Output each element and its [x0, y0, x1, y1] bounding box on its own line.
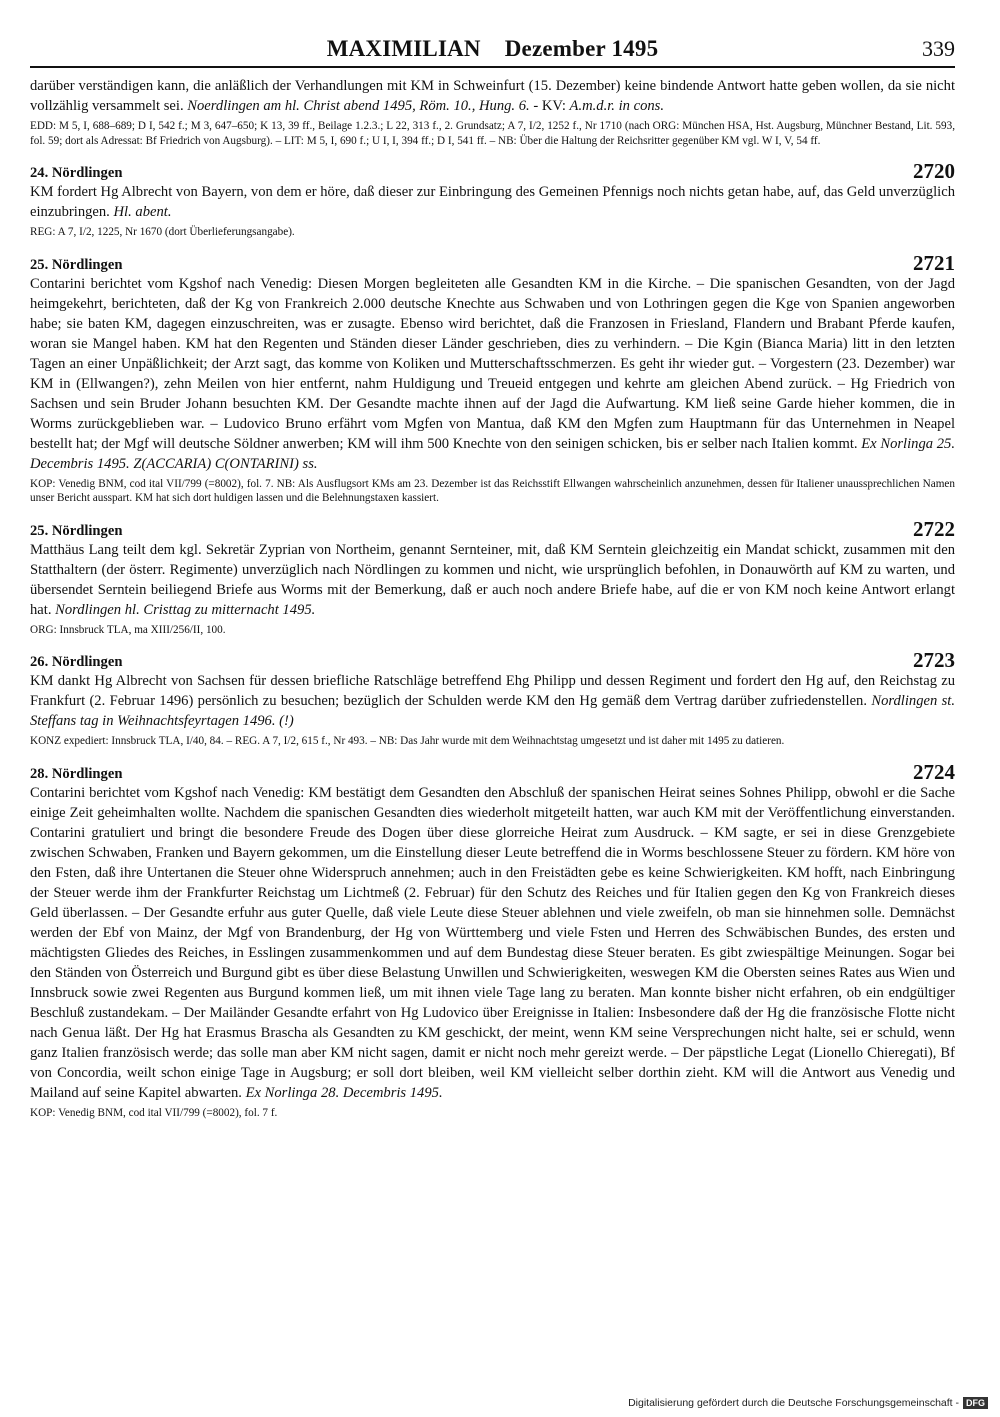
entry-heading [30, 649, 955, 671]
entry-2723 [30, 649, 955, 749]
entry-2724 [30, 761, 955, 1121]
entry-reference: Hl. abent. [113, 204, 172, 220]
intro-continuation [30, 76, 955, 148]
entry-heading [30, 761, 955, 783]
header-date: Dezember 1495 [504, 36, 659, 61]
intro-reference: Noerdlingen am hl. Christ abend 1495, Röm. 10., Hung. 6. [187, 98, 530, 114]
entry-text: Contarini berichtet vom Kgshof nach Venedig: KM bestätigt dem Gesandten den Abschluß der spanischen Heirat seines Sohnes Philipp, obwohl er die Sache einige Zeit geheimhalten wollte. Nachdem die spanischen Gesandten dies wiederholt mitgeteilt hatten, war auch KM mit der Veröffentlichung einverstanden. Contarini gratuliert und bringt die besondere Freude des Dogen über diese glorreiche Heirat zum Ausdruck. – KM sagte, er sei in diese Grenzgebiete zwischen Schwaben, Franken und Bayern gekommen, um die Einstellung dieser Leute betreffend die in Worms beschlossene Steuer zu fördern. KM höre von den Fsten, daß ihre Untertanen die Steuer ohne Widerspruch annehmen; auch in den Freistädten gebe es keine Schwierigkeiten. KM hofft, nach Einbringung der Steuer werde ihm der Frankfurter Reichstag um Lichtmeß (2. Februar) für den Schutz des Reiches und für Italien gegen den Kg von Frankreich dieses Geld überlassen. – Der Gesandte erfuhr aus guter Quelle, daß viele Leute diese Steuer ablehnen und viele zweifeln, ob man sie hinnehmen solle. Demnächst werden der Ebf von Mainz, der Mgf von Brandenburg, der Hg von Württemberg und viele Fsten und Herren des Schwäbischen Bundes, des ersten und mächtigsten Gliedes des Reiches, in Esslingen zusammenkommen und auf dem Bundestag diese Steuer beraten. Es gibt zwiespältige Meinungen. Sogar bei den Ständen von Österreich und Burgund gibt es über diese Belastung Unwillen und Schwierigkeiten, weswegen KM die Obersten seines Rates aus Wien und Innsbruck sowie zwei Regenten aus Burgund kommen ließ, um mit ihnen viele Tage lang zu beraten. Man konnte bisher nicht erfahren, ob ein endgültiger Beschluß zustandekam. – Der Mailänder Gesandte erfahrt von Hg Ludovico über Ereignisse in Italien: Insbesondere daß der Hg die französische Flotte nicht nach Genua läßt. Der Hg hat Erasmus Brascha als Gesandten zu KM geschickt, der meint, wenn KM seine Versprechungen nicht halte, sei er schuld, wenn ganz Italien französisch werde; das solle man aber KM nicht sagen, damit er nicht noch mehr gereizt werde. – Der päpstliche Legat (Lionello Chieregati), Bf von Concordia, weilt schon einige Tage in Augsburg; er soll dort bleiben, weil KM vielleicht selber dorthin zieht. KM will die Antwort aus Venedig und Mailand auf seine Kapitel abwarten. Ex Norlinga 28. Decembris 1495. [30, 784, 955, 1101]
entry-text: Contarini berichtet vom Kgshof nach Venedig: Diesen Morgen begleiteten alle Gesandten KM in die Kirche. – Die spanischen Gesandten, von der Jagd heimgekehrt, berichteten, daß der Kg von Frankreich 2.000 deutsche Knechte aus Schwaben und von Lothringen gegen die Kge von Spanien angeworben habe; sie baten KM, dagegen einzuschreiten, was er zusagte. Ebenso wird berichtet, daß die Franzosen in Friesland, Flandern und Brabant Pferde kaufen, woran sie Mangel haben. KM hat den Regenten und Ständen dieser Länder geschrieben, dies zu verhindern. – Die Kgin (Bianca Maria) litt in den letzten Tagen an einer Unpäßlichkeit; der Arzt sagt, das komme von Koliken und Mutterschaftsschmerzen. Es geht ihr wieder gut. – Vorgestern (23. Dezember) war KM in (Ellwangen?), zehn Meilen von hier entfernt, nahm Huldigung und Treueid entgegen und kehrte am gleichen Abend zurück. – Hg Friedrich von Sachsen und sein Bruder Johann besuchten KM. Der Gesandte machte ihnen auf der Jagd die Aufwartung. KM ließ seine Garde hieher kommen, die in Worms zurückgeblieben war. – Ludovico Bruno erfährt vom Mgfen von Mantua, daß KM den Mgfen zum Hauptmann für das Unternehmen in Neapel bestellt hat; der Mgf will deutsche Söldner anwerben; KM will ihm 500 Knechte von den seinigen schicken, bis er selber nach Italien kommt. Ex Norlinga 25. Decembris 1495. Z(ACCARIA) C(ONTARINI) ss. [30, 275, 955, 472]
entry-date-place: 28. Nördlingen [30, 765, 123, 782]
entry-heading [30, 518, 955, 540]
entry-note: REG: A 7, I/2, 1225, Nr 1670 (dort Überlieferungsangabe). [30, 226, 295, 238]
intro-text: darüber verständigen kann, die anläßlich der Verhandlungen mit KM in Schweinfurt (15. Dezember) keine bindende Antwort hatte geben wollen, da sie nicht vollzählig versammelt sei. Noerdlingen am hl. Christ abend 1495, Röm. 10., Hung. 6. - KV: A.m.d.r. in cons. [30, 78, 955, 114]
entry-text: Matthäus Lang teilt dem kgl. Sekretär Zyprian von Northeim, genannt Serntеiner, mit, daß KM Serntein gleichzeitig ein Mandat schickt, zusammen mit den Statthaltern (der österr. Regimente) unverzüglich nach Nördlingen zu kommen und nicht, wie ursprünglich befohlen, in Donauwörth auf KM zu warten, und übersendet Serntein beiliegend Briefe aus Worms mit der Bemerkung, daß er auch noch andere Briefe habe, auf die er von KM noch keine Antwort erlangt hat. Nordlingen hl. Cristtag zu mitternacht 1495. [30, 541, 955, 618]
page-number: 339 [922, 36, 955, 61]
entry-date-place: 24. Nördlingen [30, 165, 123, 181]
entry-heading [30, 160, 955, 182]
entry-number: 2722 [913, 516, 955, 541]
entry-note: KOP: Venedig BNM, cod ital VII/799 (=8002), fol. 7 f. [30, 1106, 278, 1119]
header-name: MAXIMILIAN [326, 36, 481, 61]
entry-number: 2724 [913, 759, 955, 784]
entry-number: 2723 [913, 648, 955, 672]
entry-2721 [30, 252, 955, 506]
intro-note: EDD: M 5, I, 688–689; D I, 542 f.; M 3, 647–650; K 13, 39 ff., Beilage 1.2.3.; L 22, 313 f., 2. Grundsatz; A 7, I/2, 1252 f., Nr 1710 (nach ORG: München HSA, Hst. Augsburg, Münchner Bestand, Lit. 593, fol. 59; dort als Adressat: Bf Friedrich von Augsburg). – LIT: M 5, I, 690 f.; U I, I, 394 ff.; D I, 541 ff. – NB: Über die Haltung der Reichsritter gegenüber KM vgl. W I, V, 54 ff. [30, 120, 955, 147]
entry-number: 2720 [913, 159, 955, 183]
entry-note: KONZ expediert: Innsbruck TLA, I/40, 84. – REG. A 7, I/2, 615 f., Nr 493. – NB: Das Jahr wurde mit dem Weihnachtstag umgesetzt und ist daher mit 1495 zu datieren. [30, 735, 785, 747]
running-header [30, 30, 955, 68]
entry-reference: Ex Norlinga 25. Decembris 1495. Z(ACCARIA) C(ONTARINI) ss. [30, 435, 955, 472]
entry-reference: Nordlingen hl. Cristtag zu mitternacht 1495. [55, 601, 316, 618]
entry-heading [30, 252, 955, 274]
entry-note: ORG: Innsbruck TLA, ma XIII/256/II, 100. [30, 623, 226, 636]
entry-text: KM fordert Hg Albrecht von Bayern, von dem er höre, daß dieser zur Einbringung des Gemeinen Pfennigs noch nichts getan habe, auf, das Geld unverzüglich einzubringen. Hl. abent. [30, 184, 955, 220]
entry-2722 [30, 518, 955, 638]
entry-date-place: 26. Nördlingen [30, 654, 123, 670]
entry-date-place: 25. Nördlingen [30, 256, 123, 273]
entry-2720 [30, 160, 955, 240]
dfg-footer [628, 1397, 988, 1409]
entry-date-place: 25. Nördlingen [30, 522, 123, 539]
entry-number: 2721 [913, 250, 955, 275]
entry-reference: Ex Norlinga 28. Decembris 1495. [245, 1084, 443, 1101]
entry-reference: Nordlingen st. Steffans tag in Weihnachtsfeyrtagen 1496. (!) [30, 693, 955, 729]
entry-note: KOP: Venedig BNM, cod ital VII/799 (=8002), fol. 7. NB: Als Ausflugsort KMs am 23. Dezember ist das Reichsstift Ellwangen wahrscheinlich anzunehmen, dessen für Italiener unaussprechlichen Namen unser Bericht ausspart. KM hat sich dort huldigen lassen und die Belehnungstaxen kassiert. [30, 477, 955, 504]
intro-kv: A.m.d.r. in cons. [569, 98, 664, 114]
dfg-logo: DFG [963, 1397, 988, 1409]
footer-text: Digitalisierung gefördert durch die Deutsche Forschungsgemeinschaft - [628, 1396, 959, 1409]
document-page [30, 30, 955, 1120]
header-title [30, 36, 955, 62]
entry-text: KM dankt Hg Albrecht von Sachsen für dessen briefliche Ratschläge betreffend Ehg Philipp und dessen Regiment und fordert den Hg auf, den Reichstag zu Frankfurt (2. Februar 1496) persönlich zu besuchen; bezüglich der Schulden werde KM den Hg gemäß dem Vertrag darüber zufriedenstellen. Nordlingen st. Steffans tag in Weihnachtsfeyrtagen 1496. (!) [30, 673, 955, 729]
